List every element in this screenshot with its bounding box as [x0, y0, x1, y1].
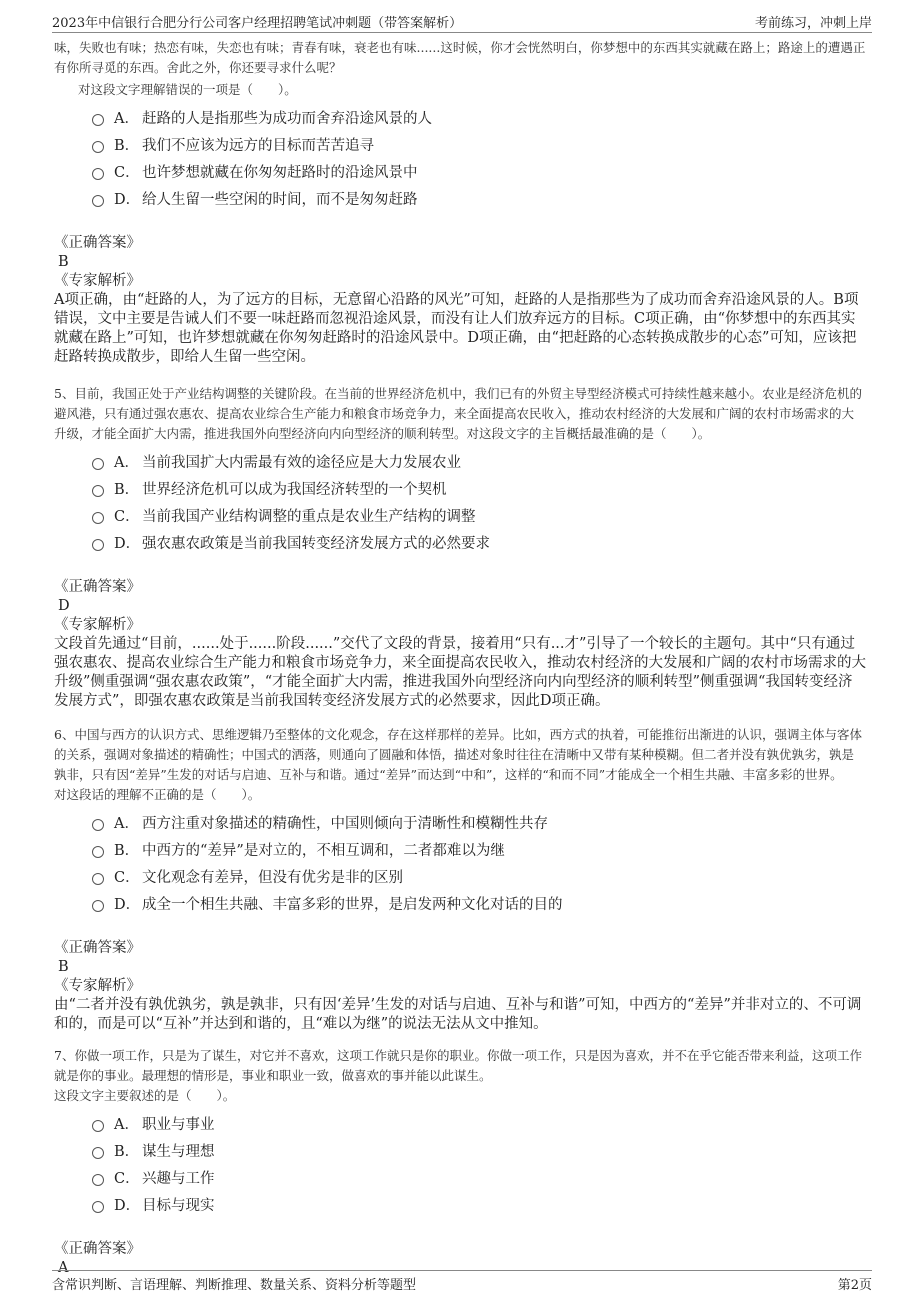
- radio-icon[interactable]: [92, 1120, 104, 1132]
- radio-icon[interactable]: [92, 485, 104, 497]
- option-d[interactable]: D． 目标与现实: [92, 1191, 866, 1218]
- question-passage: 7、你做一项工作，只是为了谋生，对它并不喜欢，这项工作就只是你的职业。你做一项工作，只是因为喜欢，并不在乎它能否带来利益，这项工作就是你的事业。最理想的情形是，事业和职业一致，做喜欢的事并能以此谋生。: [54, 1048, 862, 1083]
- question-5: [54, 384, 866, 711]
- radio-icon[interactable]: [92, 458, 104, 470]
- header-slogan: 考前练习，冲刺上岸: [754, 16, 872, 31]
- radio-icon[interactable]: [92, 512, 104, 524]
- option-a[interactable]: A． 赶路的人是指那些为成功而舍弃沿途风景的人: [92, 104, 866, 131]
- answer-value: A: [58, 1260, 69, 1276]
- radio-icon[interactable]: [92, 539, 104, 551]
- option-b[interactable]: B． 世界经济危机可以成为我国经济转型的一个契机: [92, 475, 866, 502]
- answer-block: [54, 234, 866, 291]
- answer-label: 《正确答案》: [54, 1241, 141, 1257]
- answer-value: B: [58, 959, 69, 975]
- radio-icon[interactable]: [92, 1201, 104, 1213]
- answer-block: [54, 578, 866, 635]
- page-footer: [52, 1270, 872, 1293]
- option-c[interactable]: C． 也许梦想就藏在你匆匆赶路时的沿途风景中: [92, 158, 866, 185]
- option-b[interactable]: B． 中西方的“差异”是对立的，不相互调和，二者都难以为继: [92, 836, 866, 863]
- analysis-label: 《专家解析》: [54, 978, 141, 994]
- analysis-text: 由“二者并没有孰优孰劣，孰是孰非，只有因‘差异’生发的对话与启迪、互补与和谐”可知，中西方的“差异”并非对立的、不可调和的，而是可以“互补”并达到和谐的，且“难以为继”的说法无法从文中推知。: [54, 997, 862, 1032]
- option-list: [92, 1110, 866, 1218]
- page-content: [54, 38, 866, 1278]
- option-a[interactable]: A． 职业与事业: [92, 1110, 866, 1137]
- question-stem: 对这段文字理解错误的一项是（ ）。: [78, 82, 297, 97]
- page-header: [52, 10, 872, 33]
- option-a[interactable]: A． 西方注重对象描述的精确性，中国则倾向于清晰性和模糊性共存: [92, 809, 866, 836]
- answer-label: 《正确答案》: [54, 235, 141, 251]
- answer-block: [54, 939, 866, 996]
- answer-value: B: [58, 254, 69, 270]
- radio-icon[interactable]: [92, 846, 104, 858]
- option-b[interactable]: B． 我们不应该为远方的目标而苦苦追寻: [92, 131, 866, 158]
- question-stem: 这段文字主要叙述的是（ ）。: [54, 1088, 236, 1103]
- option-c[interactable]: C． 兴趣与工作: [92, 1164, 866, 1191]
- option-d[interactable]: D． 给人生留一些空闲的时间，而不是匆匆赶路: [92, 185, 866, 212]
- radio-icon[interactable]: [92, 1174, 104, 1186]
- radio-icon[interactable]: [92, 114, 104, 126]
- answer-label: 《正确答案》: [54, 940, 141, 956]
- question-4: [54, 38, 866, 367]
- option-list: [92, 104, 866, 212]
- analysis-label: 《专家解析》: [54, 273, 141, 289]
- option-d[interactable]: D． 强农惠农政策是当前我国转变经济发展方式的必然要求: [92, 529, 866, 556]
- answer-value: D: [58, 598, 70, 614]
- radio-icon[interactable]: [92, 819, 104, 831]
- radio-icon[interactable]: [92, 141, 104, 153]
- radio-icon[interactable]: [92, 168, 104, 180]
- option-a[interactable]: A． 当前我国扩大内需最有效的途径应是大力发展农业: [92, 448, 866, 475]
- radio-icon[interactable]: [92, 195, 104, 207]
- question-7: [54, 1046, 866, 1278]
- header-title: 2023年中信银行合肥分行公司客户经理招聘笔试冲刺题（带答案解析）: [52, 16, 463, 31]
- question-passage: 味，失败也有味；热恋有味，失恋也有味；青春有味，衰老也有味......这时候，你才会恍然明白，你梦想中的东西其实就藏在路上；路途上的遭遇正有你所寻觅的东西。舍此之外，你还要寻求什么呢？: [54, 40, 866, 75]
- question-6: [54, 725, 866, 1034]
- page-number: 第2页: [837, 1278, 872, 1293]
- answer-label: 《正确答案》: [54, 579, 141, 595]
- question-stem: 对这段话的理解不正确的是（ ）。: [54, 787, 261, 802]
- footer-topics: 含常识判断、言语理解、判断推理、数量关系、资料分析等题型: [52, 1278, 417, 1293]
- analysis-text: A项正确，由“赶路的人，为了远方的目标，无意留心沿路的风光”可知，赶路的人是指那些为了成功而舍弃沿途风景的人。B项错误，文中主要是告诫人们不要一味赶路而忽视沿途风景，而没有让人们放弃远方的目标。C项正确，由“你梦想中的东西其实就藏在路上”可知，也许梦想就藏在你匆匆赶路时的沿途风景中。D项正确，由“把赶路的心态转换成散步的心态”可知，应该把赶路转换成散步，即给人生留一些空闲。: [54, 292, 859, 365]
- radio-icon[interactable]: [92, 900, 104, 912]
- question-passage: 5、目前，我国正处于产业结构调整的关键阶段。在当前的世界经济危机中，我们已有的外贸主导型经济模式可持续性越来越小。农业是经济危机的避风港，只有通过强农惠农、提高农业综合生产能力和粮食市场竞争力，来全面提高农民收入，推动农村经济的大发展和广阔的农村市场需求的大升级，才能全面扩大内需，推进我国外向型经济向内向型经济的顺利转型。对这段文字的主旨概括最准确的是（ ）。: [54, 386, 862, 441]
- question-passage: 6、中国与西方的认识方式、思维逻辑乃至整体的文化观念，存在这样那样的差异。比如，西方式的执着，可能推衍出渐进的认识，强调主体与客体的关系，强调对象描述的精确性；中国式的洒落，则通向了圆融和体悟，描述对象时往往在清晰中又带有某种模糊。但二者并没有孰优孰劣，孰是孰非，只有因“差异”生发的对话与启迪、互补与和谐。通过“差异”而达到“中和”，这样的“和而不同”才能成全一个相生共融、丰富多彩的世界。: [54, 727, 862, 782]
- radio-icon[interactable]: [92, 873, 104, 885]
- option-b[interactable]: B． 谋生与理想: [92, 1137, 866, 1164]
- option-list: [92, 448, 866, 556]
- radio-icon[interactable]: [92, 1147, 104, 1159]
- option-list: [92, 809, 866, 917]
- analysis-text: 文段首先通过“目前，......处于......阶段......”交代了文段的背景，接着用“只有...才”引导了一个较长的主题句。其中“只有通过强农惠农、提高农业综合生产能力和粮食市场竞争力，来全面提高农民收入，推动农村经济的大发展和广阔的农村市场需求的大升级”侧重强调“强农惠农政策”，“才能全面扩大内需，推进我国外向型经济向内向型经济的顺利转型”侧重强调“我国转变经济发展方式”，即强农惠农政策是当前我国转变经济发展方式的必然要求，因此D项正确。: [54, 636, 866, 709]
- analysis-label: 《专家解析》: [54, 617, 141, 633]
- option-d[interactable]: D． 成全一个相生共融、丰富多彩的世界，是启发两种文化对话的目的: [92, 890, 866, 917]
- option-c[interactable]: C． 当前我国产业结构调整的重点是农业生产结构的调整: [92, 502, 866, 529]
- option-c[interactable]: C． 文化观念有差异，但没有优劣是非的区别: [92, 863, 866, 890]
